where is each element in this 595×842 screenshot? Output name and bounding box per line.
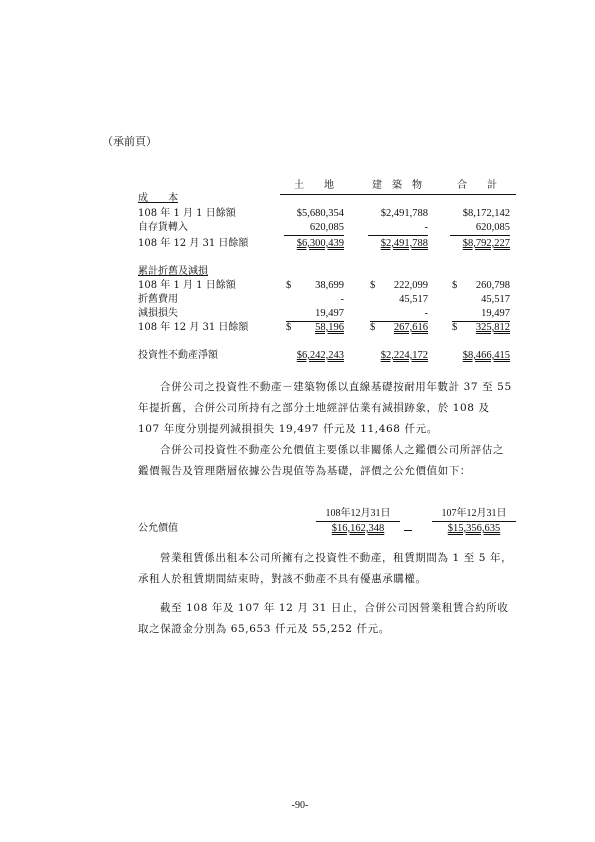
paragraph-operating-lease: 營業租賃係出租本公司所擁有之投資性不動產，租賃期間為 1 至 5 年，承租人於租賃期間結束時，對該不動產不具有優惠承購權。 [138, 552, 513, 585]
cell-total: 19,497 [481, 308, 510, 319]
fair-value-header-rule-2018 [432, 521, 516, 522]
page-number: -90- [291, 800, 309, 811]
dollar-sign: $ [370, 322, 376, 333]
cell-building: $2,491,788 [380, 208, 428, 219]
separator-dash [404, 530, 412, 531]
header-rule [280, 194, 516, 195]
cost-section-label: 成 本 [138, 193, 178, 204]
row-label: 折舊費用 [138, 294, 178, 305]
cell-total: $8,172,142 [462, 208, 510, 219]
cell-total: 45,517 [481, 294, 510, 305]
net-land: $6,242,243 [296, 350, 344, 361]
subtotal-rule-total [450, 235, 510, 236]
cell-land: - [340, 294, 344, 305]
fair-value-header-2018: 107年12月31日 [441, 508, 507, 519]
row-label: 108 年 12 月 31 日餘額 [138, 322, 249, 333]
dollar-sign: $ [452, 322, 458, 333]
header-building: 建 築 物 [372, 180, 422, 191]
fair-value-2018: $15,356,635 [447, 523, 501, 534]
header-total: 合 計 [457, 180, 497, 191]
fair-value-header-2019: 108年12月31日 [325, 508, 391, 519]
cell-building: 267,616 [393, 322, 428, 333]
row-label: 108 年 12 月 31 日餘額 [138, 238, 249, 249]
cell-total: $8,792,227 [462, 238, 510, 249]
header-land: 土 地 [294, 180, 334, 191]
cell-land: $6,300,439 [296, 238, 344, 249]
cell-total: 325,812 [475, 322, 510, 333]
net-total: $8,466,415 [462, 350, 510, 361]
row-label: 108 年 1 月 1 日餘額 [138, 208, 236, 219]
cell-land: 620,085 [309, 222, 344, 233]
cell-total: 260,798 [475, 280, 510, 291]
continued-label: （承前頁） [102, 135, 157, 148]
fair-value-label: 公允價值 [138, 523, 178, 534]
fair-value-header-rule-2019 [316, 521, 400, 522]
paragraph-deposits: 截至 108 年及 107 年 12 月 31 日止，合併公司因營業租賃合約所收取之保證金分別為 65,653 仟元及 55,252 仟元。 [138, 602, 509, 635]
dollar-sign: $ [452, 280, 458, 291]
cell-land: $5,680,354 [296, 208, 344, 219]
subtotal-rule-land [284, 235, 344, 236]
cell-building: $2,491,788 [380, 238, 428, 249]
dollar-sign: $ [286, 280, 292, 291]
depreciation-section-label: 累計折舊及減損 [138, 266, 208, 277]
row-label: 減損損失 [138, 308, 178, 319]
paragraph-depreciation: 合併公司之投資性不動產－建築物係以直線基礎按耐用年數計 37 至 55 年提折舊，合併公司所持有之部分土地經評估業有減損跡象，於 108 及 107 年度分別提列減損損失 19,497 仟元及 11,468 仟元。 [138, 381, 512, 435]
net-label: 投資性不動產淨額 [138, 350, 218, 361]
cell-land: 38,699 [315, 280, 344, 291]
cell-building: 45,517 [399, 294, 428, 305]
fair-value-2019: $16,162,348 [331, 523, 385, 534]
dollar-sign: $ [370, 280, 376, 291]
cell-land: 58,196 [315, 322, 344, 333]
cell-land: 19,497 [315, 308, 344, 319]
row-label: 108 年 1 月 1 日餘額 [138, 280, 236, 291]
row-label: 自存貨轉入 [138, 222, 188, 233]
cell-building: - [424, 222, 428, 233]
cell-building: - [424, 308, 428, 319]
dollar-sign: $ [286, 322, 292, 333]
net-building: $2,224,172 [380, 350, 428, 361]
paragraph-fair-value: 合併公司投資性不動產公允價值主要係以非關係人之鑑價公司所評估之鑑價報告及管理階層依據公告現值等為基礎，評價之公允價值如下： [138, 444, 505, 477]
cell-building: 222,099 [393, 280, 428, 291]
subtotal-rule-building [368, 235, 428, 236]
cell-total: 620,085 [475, 222, 510, 233]
